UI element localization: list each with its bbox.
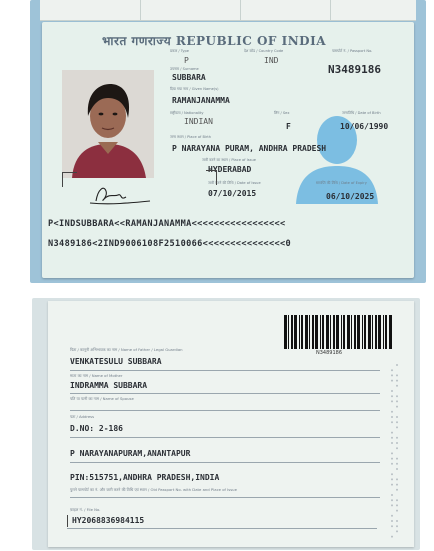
barcode-bar — [294, 315, 297, 349]
date-of-expiry-value: 06/10/2025 — [326, 192, 375, 201]
passport-address-page — [48, 301, 414, 547]
address-line-2: P NARAYANAPURAM,ANANTAPUR — [70, 449, 191, 458]
barcode-bar — [291, 315, 293, 349]
perforation-dot — [391, 458, 393, 460]
holder-portrait-icon — [62, 70, 154, 178]
perforation-dot — [391, 395, 393, 397]
place-of-issue-value: HYDERABAD — [208, 165, 252, 174]
barcode-bar — [305, 315, 308, 349]
place-of-issue-label: जारी करने का स्थान / Place of Issue — [202, 158, 256, 162]
perforation-dot — [396, 510, 398, 512]
barcode-bar — [375, 315, 377, 349]
dob-label: जन्मतिथि / Date of Birth — [342, 111, 381, 115]
field-rule — [70, 497, 380, 498]
address-line-1: D.NO: 2-186 — [70, 424, 123, 433]
given-names-value: RAMANJANAMMA — [172, 96, 230, 105]
perforation-dot — [396, 499, 398, 501]
mrz-line-2: N3489186<2IND9006108F2510066<<<<<<<<<<<<<<<0 — [48, 239, 292, 249]
perforation-dot — [391, 437, 393, 439]
perforation-dot — [391, 463, 393, 465]
sex-label: लिंग / Sex — [274, 111, 290, 115]
place-of-birth-label: जन्म स्थान / Place of Birth — [170, 135, 212, 139]
barcode-bar — [357, 315, 360, 349]
previous-page-strip — [40, 0, 416, 21]
barcode-bar — [333, 315, 335, 349]
barcode-bar — [301, 315, 303, 349]
barcode-bar — [288, 315, 289, 349]
perforation-dot — [391, 380, 393, 382]
barcode-bar — [362, 315, 363, 349]
barcode-bar — [351, 315, 352, 349]
perforation-dot — [396, 489, 398, 491]
field-rule — [70, 462, 380, 463]
perforation-dot — [391, 484, 393, 486]
barcode-bar — [343, 315, 345, 349]
sex-value: F — [286, 122, 291, 131]
barcode-bar — [315, 315, 318, 349]
perforation-dot — [391, 400, 393, 402]
perforation-dot — [391, 374, 393, 376]
passport-no-label: पासपोर्ट नं. / Passport No. — [332, 49, 373, 53]
perforation-dot — [396, 380, 398, 382]
date-of-issue-label: जारी करने की तिथि / Date of Issue — [208, 181, 261, 185]
field-rule — [70, 410, 380, 411]
spouse-name-label: पति या पत्नी का नाम / Name of Spouse — [70, 396, 134, 401]
address-label: पता / Address — [70, 414, 95, 419]
passport-data-page-frame — [30, 0, 426, 283]
ghost-portrait-icon — [292, 104, 382, 204]
type-value: P — [184, 56, 189, 65]
perforation-dot — [396, 525, 398, 527]
perforation-dot — [391, 520, 393, 522]
perforation-dot — [396, 437, 398, 439]
perforation-dot — [396, 374, 398, 376]
field-rule — [70, 370, 380, 371]
perforation-dot — [391, 416, 393, 418]
dob-value: 10/06/1990 — [340, 122, 389, 131]
old-passport-label: पुराने पासपोर्ट का नं. और जारी करने की तिथि एवं स्थान / Old Passport No. with Date and Place of Issue — [70, 487, 237, 492]
barcode-number: N3489186 — [316, 350, 343, 356]
father-name-value: VENKATESULU SUBBARA — [70, 357, 162, 366]
barcode-bar — [284, 315, 287, 349]
barcode-bar — [320, 315, 321, 349]
perforation-dot — [391, 525, 393, 527]
strip-cell — [140, 0, 241, 20]
perforation-dot — [396, 468, 398, 470]
signature-bracket-right — [206, 170, 217, 185]
field-rule — [70, 437, 380, 438]
surname-value: SUBBARA — [172, 73, 206, 82]
perforation-dot — [396, 478, 398, 480]
perforation-dot — [396, 421, 398, 423]
country-code-label: देश कोड / Country Code — [244, 49, 284, 53]
perforation-dot — [396, 458, 398, 460]
perforation-dot — [396, 484, 398, 486]
perforation-dot — [396, 520, 398, 522]
strip-cell — [240, 0, 331, 20]
date-of-expiry-label: समाप्ति की तिथि / Date of Expiry — [316, 181, 367, 185]
surname-label: उपनाम / Surname — [170, 67, 199, 71]
perforation-dot — [391, 452, 393, 454]
perforation-dot — [391, 421, 393, 423]
barcode-bar — [347, 315, 350, 349]
country-header: भारत गणराज्य REPUBLIC OF INDIA — [102, 34, 327, 48]
perforation-dot — [396, 416, 398, 418]
barcode-bar — [378, 315, 381, 349]
perforation-dot — [396, 395, 398, 397]
perforation-dot — [391, 478, 393, 480]
barcode-bar — [385, 315, 387, 349]
strip-cell — [80, 0, 141, 20]
given-names-label: दिया गया नाम / Given Name(s) — [170, 87, 219, 91]
holder-signature-icon — [60, 175, 180, 211]
perforation-number-icon — [388, 361, 402, 541]
father-name-label: पिता / कानूनी अभिभावक का नाम / Name of Father / Legal Guardian — [70, 347, 183, 352]
passport-address-page-frame — [32, 298, 420, 550]
passport-no-value: N3489186 — [328, 63, 381, 76]
barcode-bar — [368, 315, 371, 349]
nationality-value: INDIAN — [184, 117, 213, 126]
barcode-bar — [389, 315, 392, 349]
barcode-bar — [341, 315, 342, 349]
perforation-dot — [391, 411, 393, 413]
address-line-3: PIN:515751,ANDHRA PRADESH,INDIA — [70, 473, 220, 482]
perforation-dot — [391, 515, 393, 517]
perforation-dot — [396, 400, 398, 402]
perforation-dot — [396, 530, 398, 532]
barcode-bar — [326, 315, 329, 349]
nationality-label: राष्ट्रीयता / Nationality — [170, 111, 204, 115]
holder-photo — [62, 70, 154, 178]
barcode-icon — [284, 315, 392, 351]
barcode-bar — [336, 315, 339, 349]
barcode-bar — [330, 315, 331, 349]
perforation-dot — [391, 494, 393, 496]
perforation-dot — [391, 504, 393, 506]
barcode-bar — [383, 315, 384, 349]
perforation-dot — [391, 442, 393, 444]
barcode-bar — [309, 315, 310, 349]
perforation-dot — [391, 473, 393, 475]
country-code-value: IND — [264, 56, 279, 65]
barcode-bar — [364, 315, 366, 349]
perforation-dot — [391, 432, 393, 434]
perforation-dot — [396, 442, 398, 444]
perforation-dot — [391, 369, 393, 371]
type-label: प्रकार / Type — [170, 49, 189, 53]
perforation-dot — [396, 364, 398, 366]
mother-name-label: माता का नाम / Name of Mother — [70, 373, 123, 378]
barcode-bar — [299, 315, 300, 349]
perforation-dot — [391, 536, 393, 538]
file-no-label: फ़ाइल नं. / File No. — [70, 507, 101, 512]
ghost-image — [292, 104, 382, 204]
perforation-dot — [396, 426, 398, 428]
perforation-dot — [391, 390, 393, 392]
barcode-bar — [312, 315, 314, 349]
date-of-issue-value: 07/10/2015 — [208, 189, 257, 198]
field-rule — [67, 528, 377, 529]
file-no-value: HY2068836984115 — [72, 516, 145, 525]
perforation-dot — [396, 504, 398, 506]
perforation-dot — [396, 406, 398, 408]
mother-name-value: INDRAMMA SUBBARA — [70, 381, 148, 390]
perforation-dot — [396, 447, 398, 449]
field-rule — [70, 393, 380, 394]
file-no-bracket — [67, 515, 68, 527]
place-of-birth-value: P NARAYANA PURAM, ANDHRA PRADESH — [172, 144, 327, 153]
passport-data-page — [42, 22, 414, 278]
barcode-bar — [354, 315, 356, 349]
perforation-dot — [391, 499, 393, 501]
barcode-bar — [372, 315, 373, 349]
perforation-dot — [396, 463, 398, 465]
mrz-line-1: P<INDSUBBARA<<RAMANJANAMMA<<<<<<<<<<<<<<<<< — [48, 219, 286, 229]
perforation-dot — [396, 385, 398, 387]
barcode-bar — [322, 315, 324, 349]
